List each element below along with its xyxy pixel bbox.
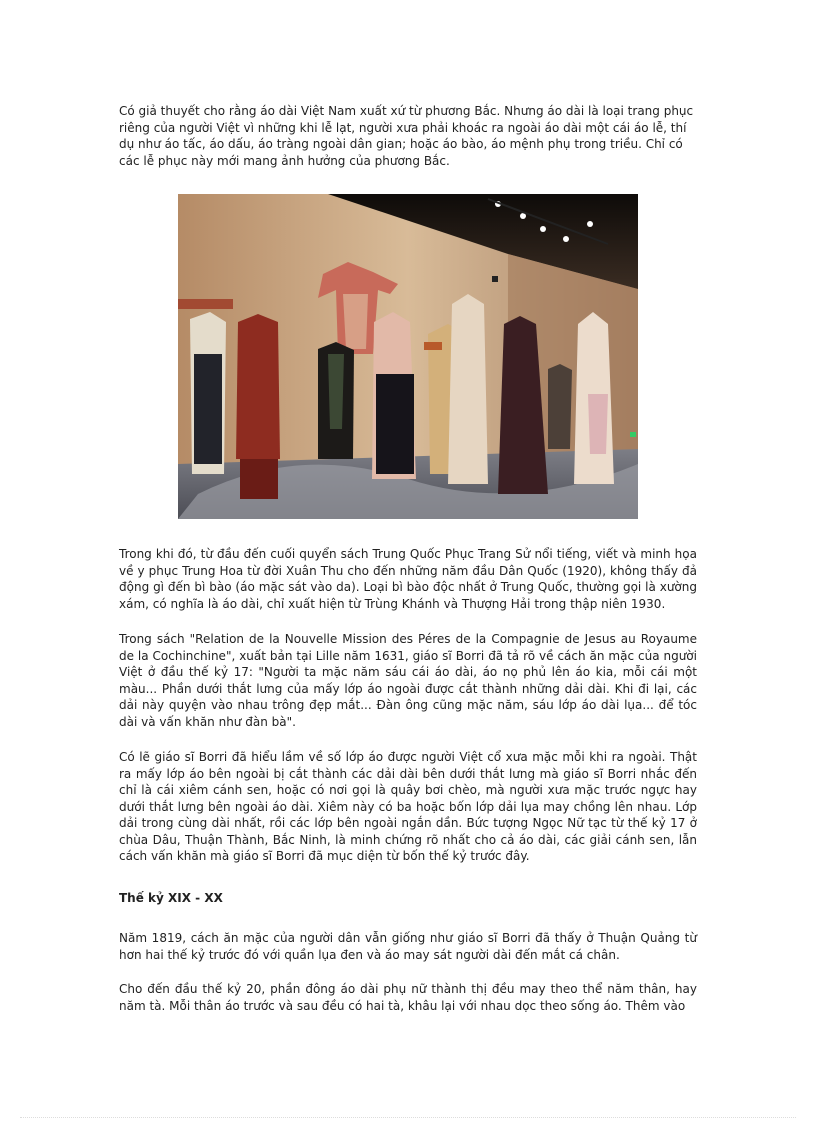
paragraph-3: Trong sách "Relation de la Nouvelle Mission des Péres de la Compagnie de Jesus au Royaume de la Cochinchine", xuất bản tại Lille năm 1631, giáo sĩ Borri đã tả rõ về cách ăn mặc của người Việt ở đầu thế kỷ 17: "Người ta mặc năm sáu cái áo dài, áo nọ phủ lên áo kia, mỗi cái một màu... Phần dưới thắt lưng của mấy lớp áo ngoài được cắt thành những dải dài. Khi đi lại, các dải này quyện vào nhau trông đẹp mắt... Đàn ông cũng mặc năm, sáu lớp áo dài lụa... để tóc dài và vấn khăn như đàn bà". [119, 632, 697, 729]
paragraph-2: Trong khi đó, từ đầu đến cuối quyển sách Trung Quốc Phục Trang Sử nổi tiếng, viết và minh họa về y phục Trung Hoa từ đời Xuân Thu cho đến những năm đầu Dân Quốc (1920), không thấy đả động gì đến bì bào (áo mặc sát vào da). Loại bì bào độc nhất ở Trung Quốc, thường gọi là xường xám, có nghĩa là áo dài, chỉ xuất hiện từ Trùng Khánh và Thượng Hải trong thập niên 1930. [119, 547, 697, 611]
paragraph-1: Có giả thuyết cho rằng áo dài Việt Nam xuất xứ từ phương Bắc. Nhưng áo dài là loại trang phục riêng của người Việt vì những khi lễ lạt, người xưa phải khoác ra ngoài áo dài một cái áo lễ, thí dụ như áo tấc, áo dấu, áo tràng ngoài dân gian; hoặc áo bào, áo mệnh phụ trong triều. Chỉ có các lễ phục này mới mang ảnh hưởng của phương Bắc. [119, 104, 694, 168]
museum-photo [178, 194, 638, 519]
section-heading: Thế kỷ XIX - XX [119, 891, 223, 905]
page-bottom-divider [20, 1117, 796, 1118]
paragraph-4: Có lẽ giáo sĩ Borri đã hiểu lầm về số lớp áo được người Việt cổ xưa mặc mỗi khi ra ngoài. Thật ra mấy lớp áo bên ngoài bị cắt thành các dải dài bên dưới thắt lưng mà giáo sĩ Borri nhắc đến chỉ là cái xiêm cánh sen, hoặc có nơi gọi là quây bơi chèo, mà người xưa mặc trước ngực hay dưới thắt lưng bên ngoài áo dài. Xiêm này có ba hoặc bốn lớp dải lụa may chồng lên nhau. Lớp dải trong cùng dài nhất, rồi các lớp bên ngoài ngắn dần. Bức tượng Ngọc Nữ tạc từ thế kỷ 17 ở chùa Dâu, Thuận Thành, Bắc Ninh, là minh chứng rõ nhất cho cả áo dài, các giải cánh sen, lẫn cách vấn khăn mà giáo sĩ Borri đã mục diện từ bốn thế kỷ trước đây. [119, 750, 697, 863]
paragraph-6: Cho đến đầu thế kỷ 20, phần đông áo dài phụ nữ thành thị đều may theo thể năm thân, hay năm tà. Mỗi thân áo trước và sau đều có hai tà, khâu lại với nhau dọc theo sống áo. Thêm vào [119, 982, 697, 1013]
paragraph-5: Năm 1819, cách ăn mặc của người dân vẫn giống như giáo sĩ Borri đã thấy ở Thuận Quảng từ hơn hai thế kỷ trước đó với quần lụa đen và áo may sát người dài đến mắt cá chân. [119, 931, 697, 962]
